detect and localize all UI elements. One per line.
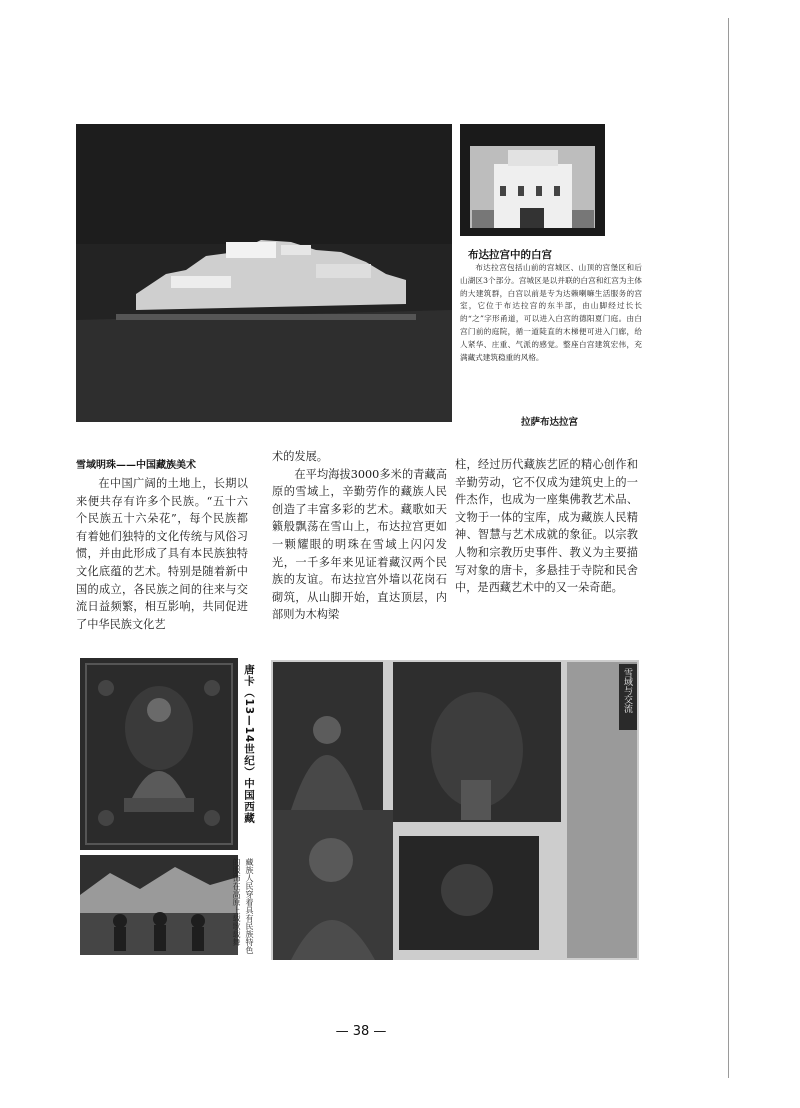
- article-title: 雪域明珠——中国藏族美术: [76, 460, 196, 471]
- article-col2-text: 在平均海拔3000多米的青藏高原的雪域上，辛勤劳作的藏族人民创造了丰富多彩的艺术。藏歌如天籁般飘荡在雪山上，布达拉宫更如一颗耀眼的明珠在雪域上闪闪发光，一千多年来见证着藏汉两个民族的友谊。布达拉宫外墙以花岗石砌筑，从山脚开始，直达顶层，内部则为木构梁: [272, 467, 447, 622]
- white-palace-caption-body: 布达拉宫包括山前的宫城区、山顶的宫堡区和后山湖区3个部分。宫城区是以并联的白宫和红宫为主体的大建筑群，白宫以前是专为达赖喇嘛生活服务的宫室，它位于布达拉宫的东半部，由山脚经过长长的“之”字形甬道，可以进入白宫的德阳夏门庭。由白宫门前的庭院，循一道陡直的木梯便可进入门廊，给人紧华、庄重、气派的感觉。整座白宫建筑宏伟，充满藏式建筑稳重的风格。: [460, 263, 642, 362]
- article-column-2: [272, 448, 447, 624]
- white-palace-caption-title: 布达拉宫中的白宫: [468, 249, 552, 261]
- article-column-3: [455, 456, 638, 597]
- collage-panel: [271, 660, 639, 960]
- potala-photo-label: 拉萨布达拉宫: [520, 417, 578, 428]
- collage-tag: 雪域与交流: [622, 668, 632, 713]
- dance-caption: 藏族人民穿着具有民族特色的服饰在高原上载歌载舞: [232, 858, 254, 954]
- article-col2-lead: 术的发展。: [272, 450, 328, 463]
- thangka-caption: 唐卡（13—14世纪）中国西藏: [243, 664, 255, 824]
- article-column-1: [76, 475, 248, 633]
- thangka-photo: [80, 658, 238, 850]
- page-edge-rule: [728, 18, 729, 1078]
- white-palace-photo: [460, 124, 605, 236]
- page-number: — 38 —: [335, 1024, 387, 1039]
- article-col1-text: 在中国广阔的土地上，长期以来便共存有许多个民族。“五十六个民族五十六朵花”，每个民族都有着她们独特的文化传统与风俗习惯，并由此形成了具有本民族独特文化底蕴的艺术。特别是随着新中国的成立，各民族之间的往来与交流日益频繁，相互影响，共同促进了中华民族文化艺: [76, 477, 248, 631]
- tibetan-dance-photo: [80, 855, 238, 955]
- article-col3-text: 柱，经过历代藏族艺匠的精心创作和辛勤劳动，它不仅成为建筑史上的一件杰作，也成为一座集佛教艺术品、文物于一体的宝库，成为藏族人民精神、智慧与艺术成就的象征。以宗教人物和宗教历史事件、教义为主要描写对象的唐卡，多悬挂于寺院和民舍中，是西藏艺术中的又一朵奇葩。: [455, 458, 638, 595]
